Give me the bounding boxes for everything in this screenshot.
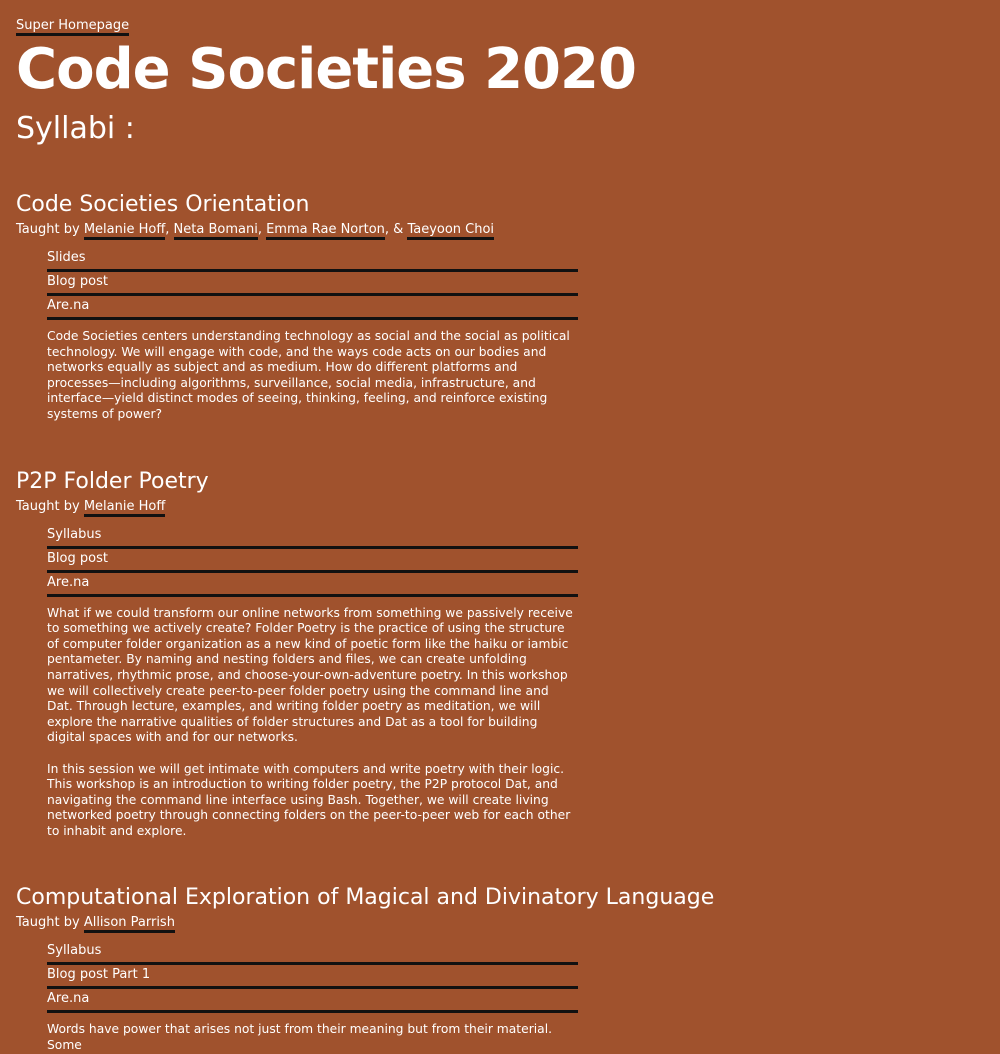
resource-item (47, 989, 578, 1013)
blog-post-part-1-link[interactable]: Blog post Part 1 (47, 967, 151, 983)
course-p2p-folder-poetry (16, 469, 984, 840)
super-homepage-link[interactable]: Super Homepage (16, 18, 129, 36)
arena-link[interactable]: Are.na (47, 298, 90, 313)
instructor-separator: , & (384, 222, 408, 237)
taught-by-label: Taught by (16, 498, 80, 514)
course-description (47, 606, 578, 840)
course-magical-divinatory-language (16, 885, 984, 1053)
resource-item (47, 248, 578, 272)
resource-item (47, 525, 578, 549)
resource-list (47, 248, 578, 320)
blog-post-link[interactable]: Blog post (47, 550, 108, 566)
resource-item (47, 941, 578, 965)
course-title: Computational Exploration of Magical and Divinatory Language (16, 885, 715, 911)
instructor-link[interactable]: Emma Rae Norton (266, 222, 385, 240)
taught-by-label: Taught by (16, 915, 80, 931)
instructor-link[interactable]: Melanie Hoff (84, 222, 165, 240)
course-title: Code Societies Orientation (16, 192, 310, 217)
course-title: P2P Folder Poetry (16, 468, 209, 494)
resource-list (47, 941, 578, 1013)
instructor-separator: , (257, 222, 267, 237)
course-code-societies-orientation (16, 192, 984, 423)
taught-by (16, 915, 984, 931)
resource-item (47, 296, 578, 320)
resource-item (47, 573, 578, 597)
syllabi-heading: Syllabi : (16, 111, 135, 146)
resource-item (47, 549, 578, 573)
slides-link[interactable]: Slides (47, 250, 86, 265)
description-paragraph: In this session we will get intimate with computers and write poetry with their logic. This workshop is an introduction to writing folder poetry, the P2P protocol Dat, and navigating the command line interface using Bash. Together, we will create living networked poetry through connecting folders on the peer-to-peer web for each other to inhabit and explore. (47, 761, 571, 838)
syllabus-link[interactable]: Syllabus (47, 526, 102, 542)
course-description (47, 1022, 578, 1053)
instructor-link[interactable]: Melanie Hoff (84, 499, 165, 517)
instructor-link[interactable]: Allison Parrish (84, 915, 175, 933)
resource-item (47, 965, 578, 989)
instructor-link[interactable]: Neta Bomani (174, 222, 258, 240)
instructor-separator: , (165, 222, 174, 237)
description-paragraph: Words have power that arises not just from their meaning but from their material. Some (47, 1022, 553, 1053)
syllabus-link[interactable]: Syllabus (47, 943, 102, 959)
taught-by (16, 499, 984, 515)
course-description (47, 329, 578, 423)
blog-post-link[interactable]: Blog post (47, 274, 108, 289)
resource-item (47, 272, 578, 296)
arena-link[interactable]: Are.na (47, 574, 90, 590)
resource-list (47, 525, 578, 597)
instructor-link[interactable]: Taeyoon Choi (407, 222, 494, 240)
taught-by-label: Taught by (16, 222, 80, 237)
taught-by (16, 222, 984, 238)
description-paragraph: Code Societies centers understanding technology as social and the social as political technology. We will engage with code, and the ways code acts on our bodies and networks equally as subject and as medium. How do different platforms and processes—including algorithms, surveillance, social media, infrastructure, and interface—yield distinct modes of seeing, thinking, feeling, and reinforce existing systems of power? (47, 329, 570, 421)
page-title: Code Societies 2020 (16, 37, 636, 102)
arena-link[interactable]: Are.na (47, 991, 90, 1007)
description-paragraph: What if we could transform our online networks from something we passively receive to something we actively create? Folder Poetry is the practice of using the structure of computer folder organization as a new kind of poetic form like the haiku or iambic pentameter. By naming and nesting folders and files, we can create unfolding narratives, rhythmic prose, and choose-your-own-adventure poetry. In this workshop we will collectively create peer-to-peer folder poetry using the command line and Dat. Through lecture, examples, and writing folder poetry as meditation, we will explore the narrative qualities of folder structures and Dat as a tool for building digital spaces with and for our networks. (47, 605, 573, 745)
